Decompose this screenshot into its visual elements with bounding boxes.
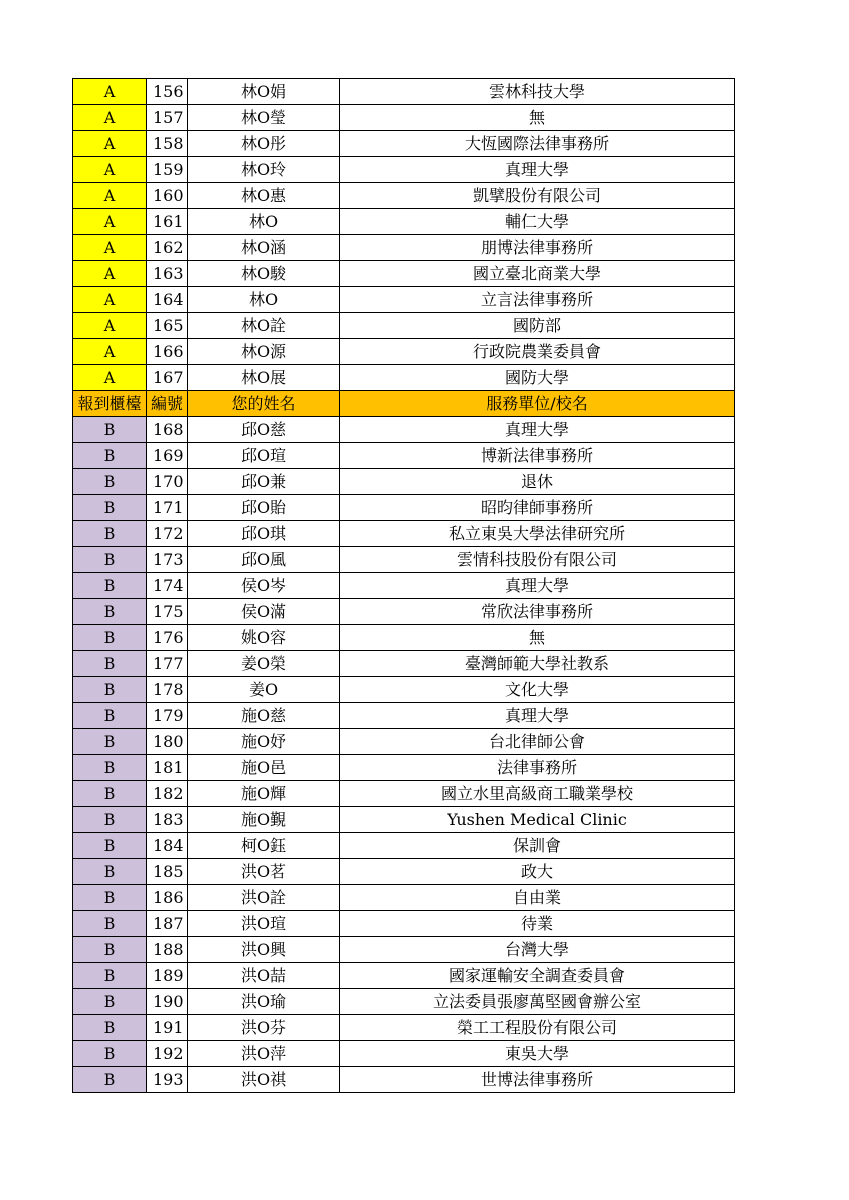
counter-cell: B xyxy=(73,1067,147,1093)
table-row xyxy=(73,885,735,911)
counter-cell: B xyxy=(73,781,147,807)
number-cell: 157 xyxy=(147,105,188,131)
name-cell: 邱O瑄 xyxy=(188,443,340,469)
unit-cell: 雲情科技股份有限公司 xyxy=(340,547,735,573)
name-cell: 洪O詮 xyxy=(188,885,340,911)
group-b-rows xyxy=(73,417,735,1093)
counter-cell: B xyxy=(73,859,147,885)
number-cell: 180 xyxy=(147,729,188,755)
unit-cell: 私立東吳大學法律研究所 xyxy=(340,521,735,547)
counter-cell: A xyxy=(73,339,147,365)
name-cell: 邱O琪 xyxy=(188,521,340,547)
table-row xyxy=(73,807,735,833)
counter-cell: A xyxy=(73,157,147,183)
counter-cell: A xyxy=(73,313,147,339)
number-cell: 176 xyxy=(147,625,188,651)
counter-cell: B xyxy=(73,495,147,521)
unit-cell: 國立臺北商業大學 xyxy=(340,261,735,287)
unit-cell: 退休 xyxy=(340,469,735,495)
number-cell: 156 xyxy=(147,79,188,105)
table-row xyxy=(73,547,735,573)
counter-cell: B xyxy=(73,807,147,833)
name-cell: 洪O茗 xyxy=(188,859,340,885)
counter-cell: A xyxy=(73,105,147,131)
unit-cell: 凱擘股份有限公司 xyxy=(340,183,735,209)
name-cell: 林O源 xyxy=(188,339,340,365)
table-row xyxy=(73,573,735,599)
counter-cell: A xyxy=(73,235,147,261)
table-row xyxy=(73,131,735,157)
unit-cell: 無 xyxy=(340,625,735,651)
table-row xyxy=(73,443,735,469)
number-cell: 189 xyxy=(147,963,188,989)
unit-cell: 行政院農業委員會 xyxy=(340,339,735,365)
counter-cell: B xyxy=(73,547,147,573)
number-cell: 181 xyxy=(147,755,188,781)
name-cell: 洪O萍 xyxy=(188,1041,340,1067)
table-row xyxy=(73,79,735,105)
unit-cell: 待業 xyxy=(340,911,735,937)
unit-cell: 保訓會 xyxy=(340,833,735,859)
unit-cell: 真理大學 xyxy=(340,573,735,599)
table-row xyxy=(73,105,735,131)
number-cell: 184 xyxy=(147,833,188,859)
name-cell: 林O xyxy=(188,209,340,235)
table-row xyxy=(73,703,735,729)
number-cell: 162 xyxy=(147,235,188,261)
number-cell: 158 xyxy=(147,131,188,157)
name-cell: 侯O滿 xyxy=(188,599,340,625)
table-row xyxy=(73,625,735,651)
table-row xyxy=(73,729,735,755)
name-cell: 施O妤 xyxy=(188,729,340,755)
table-row xyxy=(73,235,735,261)
name-cell: 林O彤 xyxy=(188,131,340,157)
name-cell: 施O覲 xyxy=(188,807,340,833)
table-row xyxy=(73,261,735,287)
number-cell: 168 xyxy=(147,417,188,443)
unit-cell: 國立水里高級商工職業學校 xyxy=(340,781,735,807)
header-unit: 服務單位/校名 xyxy=(340,391,735,417)
counter-cell: B xyxy=(73,963,147,989)
table-row xyxy=(73,599,735,625)
number-cell: 173 xyxy=(147,547,188,573)
counter-cell: B xyxy=(73,625,147,651)
table-row xyxy=(73,209,735,235)
unit-cell: 博新法律事務所 xyxy=(340,443,735,469)
unit-cell: 真理大學 xyxy=(340,157,735,183)
table-row xyxy=(73,651,735,677)
name-cell: 侯O岑 xyxy=(188,573,340,599)
counter-cell: B xyxy=(73,1041,147,1067)
table-row xyxy=(73,989,735,1015)
name-cell: 林O詮 xyxy=(188,313,340,339)
table-row xyxy=(73,755,735,781)
number-cell: 160 xyxy=(147,183,188,209)
number-cell: 174 xyxy=(147,573,188,599)
name-cell: 洪O瑜 xyxy=(188,989,340,1015)
unit-cell: 立言法律事務所 xyxy=(340,287,735,313)
name-cell: 施O輝 xyxy=(188,781,340,807)
name-cell: 洪O祺 xyxy=(188,1067,340,1093)
counter-cell: B xyxy=(73,469,147,495)
counter-cell: A xyxy=(73,287,147,313)
unit-cell: 台北律師公會 xyxy=(340,729,735,755)
counter-cell: A xyxy=(73,131,147,157)
name-cell: 林O娟 xyxy=(188,79,340,105)
number-cell: 187 xyxy=(147,911,188,937)
table-row xyxy=(73,417,735,443)
number-cell: 164 xyxy=(147,287,188,313)
unit-cell: 立法委員張廖萬堅國會辦公室 xyxy=(340,989,735,1015)
name-cell: 洪O喆 xyxy=(188,963,340,989)
group-a-rows xyxy=(73,79,735,391)
unit-cell: 真理大學 xyxy=(340,703,735,729)
name-cell: 姜O榮 xyxy=(188,651,340,677)
name-cell: 洪O興 xyxy=(188,937,340,963)
name-cell: 姜O xyxy=(188,677,340,703)
counter-cell: A xyxy=(73,365,147,391)
counter-cell: B xyxy=(73,443,147,469)
number-cell: 191 xyxy=(147,1015,188,1041)
header-counter: 報到櫃檯 xyxy=(73,391,147,417)
name-cell: 林O涵 xyxy=(188,235,340,261)
unit-cell: 雲林科技大學 xyxy=(340,79,735,105)
header-section xyxy=(73,391,735,417)
counter-cell: B xyxy=(73,911,147,937)
name-cell: 洪O瑄 xyxy=(188,911,340,937)
counter-cell: B xyxy=(73,573,147,599)
name-cell: 林O駿 xyxy=(188,261,340,287)
counter-cell: B xyxy=(73,677,147,703)
unit-cell: 政大 xyxy=(340,859,735,885)
unit-cell: 常欣法律事務所 xyxy=(340,599,735,625)
table-row xyxy=(73,287,735,313)
number-cell: 159 xyxy=(147,157,188,183)
table-row xyxy=(73,365,735,391)
name-cell: 施O邑 xyxy=(188,755,340,781)
number-cell: 171 xyxy=(147,495,188,521)
table-row xyxy=(73,937,735,963)
number-cell: 175 xyxy=(147,599,188,625)
name-cell: 邱O貽 xyxy=(188,495,340,521)
counter-cell: B xyxy=(73,521,147,547)
name-cell: 洪O芬 xyxy=(188,1015,340,1041)
counter-cell: B xyxy=(73,599,147,625)
name-cell: 姚O容 xyxy=(188,625,340,651)
number-cell: 172 xyxy=(147,521,188,547)
table-row xyxy=(73,963,735,989)
number-cell: 185 xyxy=(147,859,188,885)
name-cell: 邱O兼 xyxy=(188,469,340,495)
table-row xyxy=(73,859,735,885)
table-row xyxy=(73,521,735,547)
counter-cell: B xyxy=(73,703,147,729)
number-cell: 163 xyxy=(147,261,188,287)
attendee-table xyxy=(72,78,735,1093)
table-row xyxy=(73,677,735,703)
unit-cell: 真理大學 xyxy=(340,417,735,443)
header-name: 您的姓名 xyxy=(188,391,340,417)
number-cell: 190 xyxy=(147,989,188,1015)
name-cell: 林O瑩 xyxy=(188,105,340,131)
table-row xyxy=(73,833,735,859)
table-row xyxy=(73,1067,735,1093)
counter-cell: B xyxy=(73,989,147,1015)
table-row xyxy=(73,313,735,339)
number-cell: 188 xyxy=(147,937,188,963)
table-row xyxy=(73,1015,735,1041)
number-cell: 167 xyxy=(147,365,188,391)
counter-cell: B xyxy=(73,833,147,859)
name-cell: 林O惠 xyxy=(188,183,340,209)
table-row xyxy=(73,1041,735,1067)
number-cell: 165 xyxy=(147,313,188,339)
unit-cell: 輔仁大學 xyxy=(340,209,735,235)
number-cell: 161 xyxy=(147,209,188,235)
number-cell: 169 xyxy=(147,443,188,469)
number-cell: 183 xyxy=(147,807,188,833)
name-cell: 林O玲 xyxy=(188,157,340,183)
unit-cell: 朋博法律事務所 xyxy=(340,235,735,261)
unit-cell: 台灣大學 xyxy=(340,937,735,963)
counter-cell: A xyxy=(73,79,147,105)
unit-cell: 自由業 xyxy=(340,885,735,911)
name-cell: 邱O慈 xyxy=(188,417,340,443)
number-cell: 178 xyxy=(147,677,188,703)
unit-cell: Yushen Medical Clinic xyxy=(340,807,735,833)
counter-cell: B xyxy=(73,885,147,911)
unit-cell: 世博法律事務所 xyxy=(340,1067,735,1093)
unit-cell: 榮工工程股份有限公司 xyxy=(340,1015,735,1041)
number-cell: 193 xyxy=(147,1067,188,1093)
name-cell: 林O展 xyxy=(188,365,340,391)
number-cell: 179 xyxy=(147,703,188,729)
unit-cell: 法律事務所 xyxy=(340,755,735,781)
name-cell: 柯O鈺 xyxy=(188,833,340,859)
counter-cell: B xyxy=(73,755,147,781)
number-cell: 170 xyxy=(147,469,188,495)
number-cell: 192 xyxy=(147,1041,188,1067)
table-row xyxy=(73,495,735,521)
unit-cell: 昭昀律師事務所 xyxy=(340,495,735,521)
unit-cell: 東吳大學 xyxy=(340,1041,735,1067)
name-cell: 施O慈 xyxy=(188,703,340,729)
unit-cell: 國家運輸安全調查委員會 xyxy=(340,963,735,989)
unit-cell: 無 xyxy=(340,105,735,131)
counter-cell: B xyxy=(73,1015,147,1041)
counter-cell: A xyxy=(73,183,147,209)
unit-cell: 國防大學 xyxy=(340,365,735,391)
unit-cell: 國防部 xyxy=(340,313,735,339)
unit-cell: 臺灣師範大學社教系 xyxy=(340,651,735,677)
header-number: 編號 xyxy=(147,391,188,417)
counter-cell: B xyxy=(73,417,147,443)
table-row xyxy=(73,781,735,807)
number-cell: 177 xyxy=(147,651,188,677)
unit-cell: 文化大學 xyxy=(340,677,735,703)
number-cell: 182 xyxy=(147,781,188,807)
name-cell: 邱O風 xyxy=(188,547,340,573)
header-row xyxy=(73,391,735,417)
unit-cell: 大恆國際法律事務所 xyxy=(340,131,735,157)
table-row xyxy=(73,339,735,365)
table-row xyxy=(73,183,735,209)
name-cell: 林O xyxy=(188,287,340,313)
number-cell: 166 xyxy=(147,339,188,365)
counter-cell: A xyxy=(73,261,147,287)
table-row xyxy=(73,911,735,937)
counter-cell: A xyxy=(73,209,147,235)
counter-cell: B xyxy=(73,729,147,755)
table-row xyxy=(73,469,735,495)
number-cell: 186 xyxy=(147,885,188,911)
counter-cell: B xyxy=(73,937,147,963)
counter-cell: B xyxy=(73,651,147,677)
table-row xyxy=(73,157,735,183)
